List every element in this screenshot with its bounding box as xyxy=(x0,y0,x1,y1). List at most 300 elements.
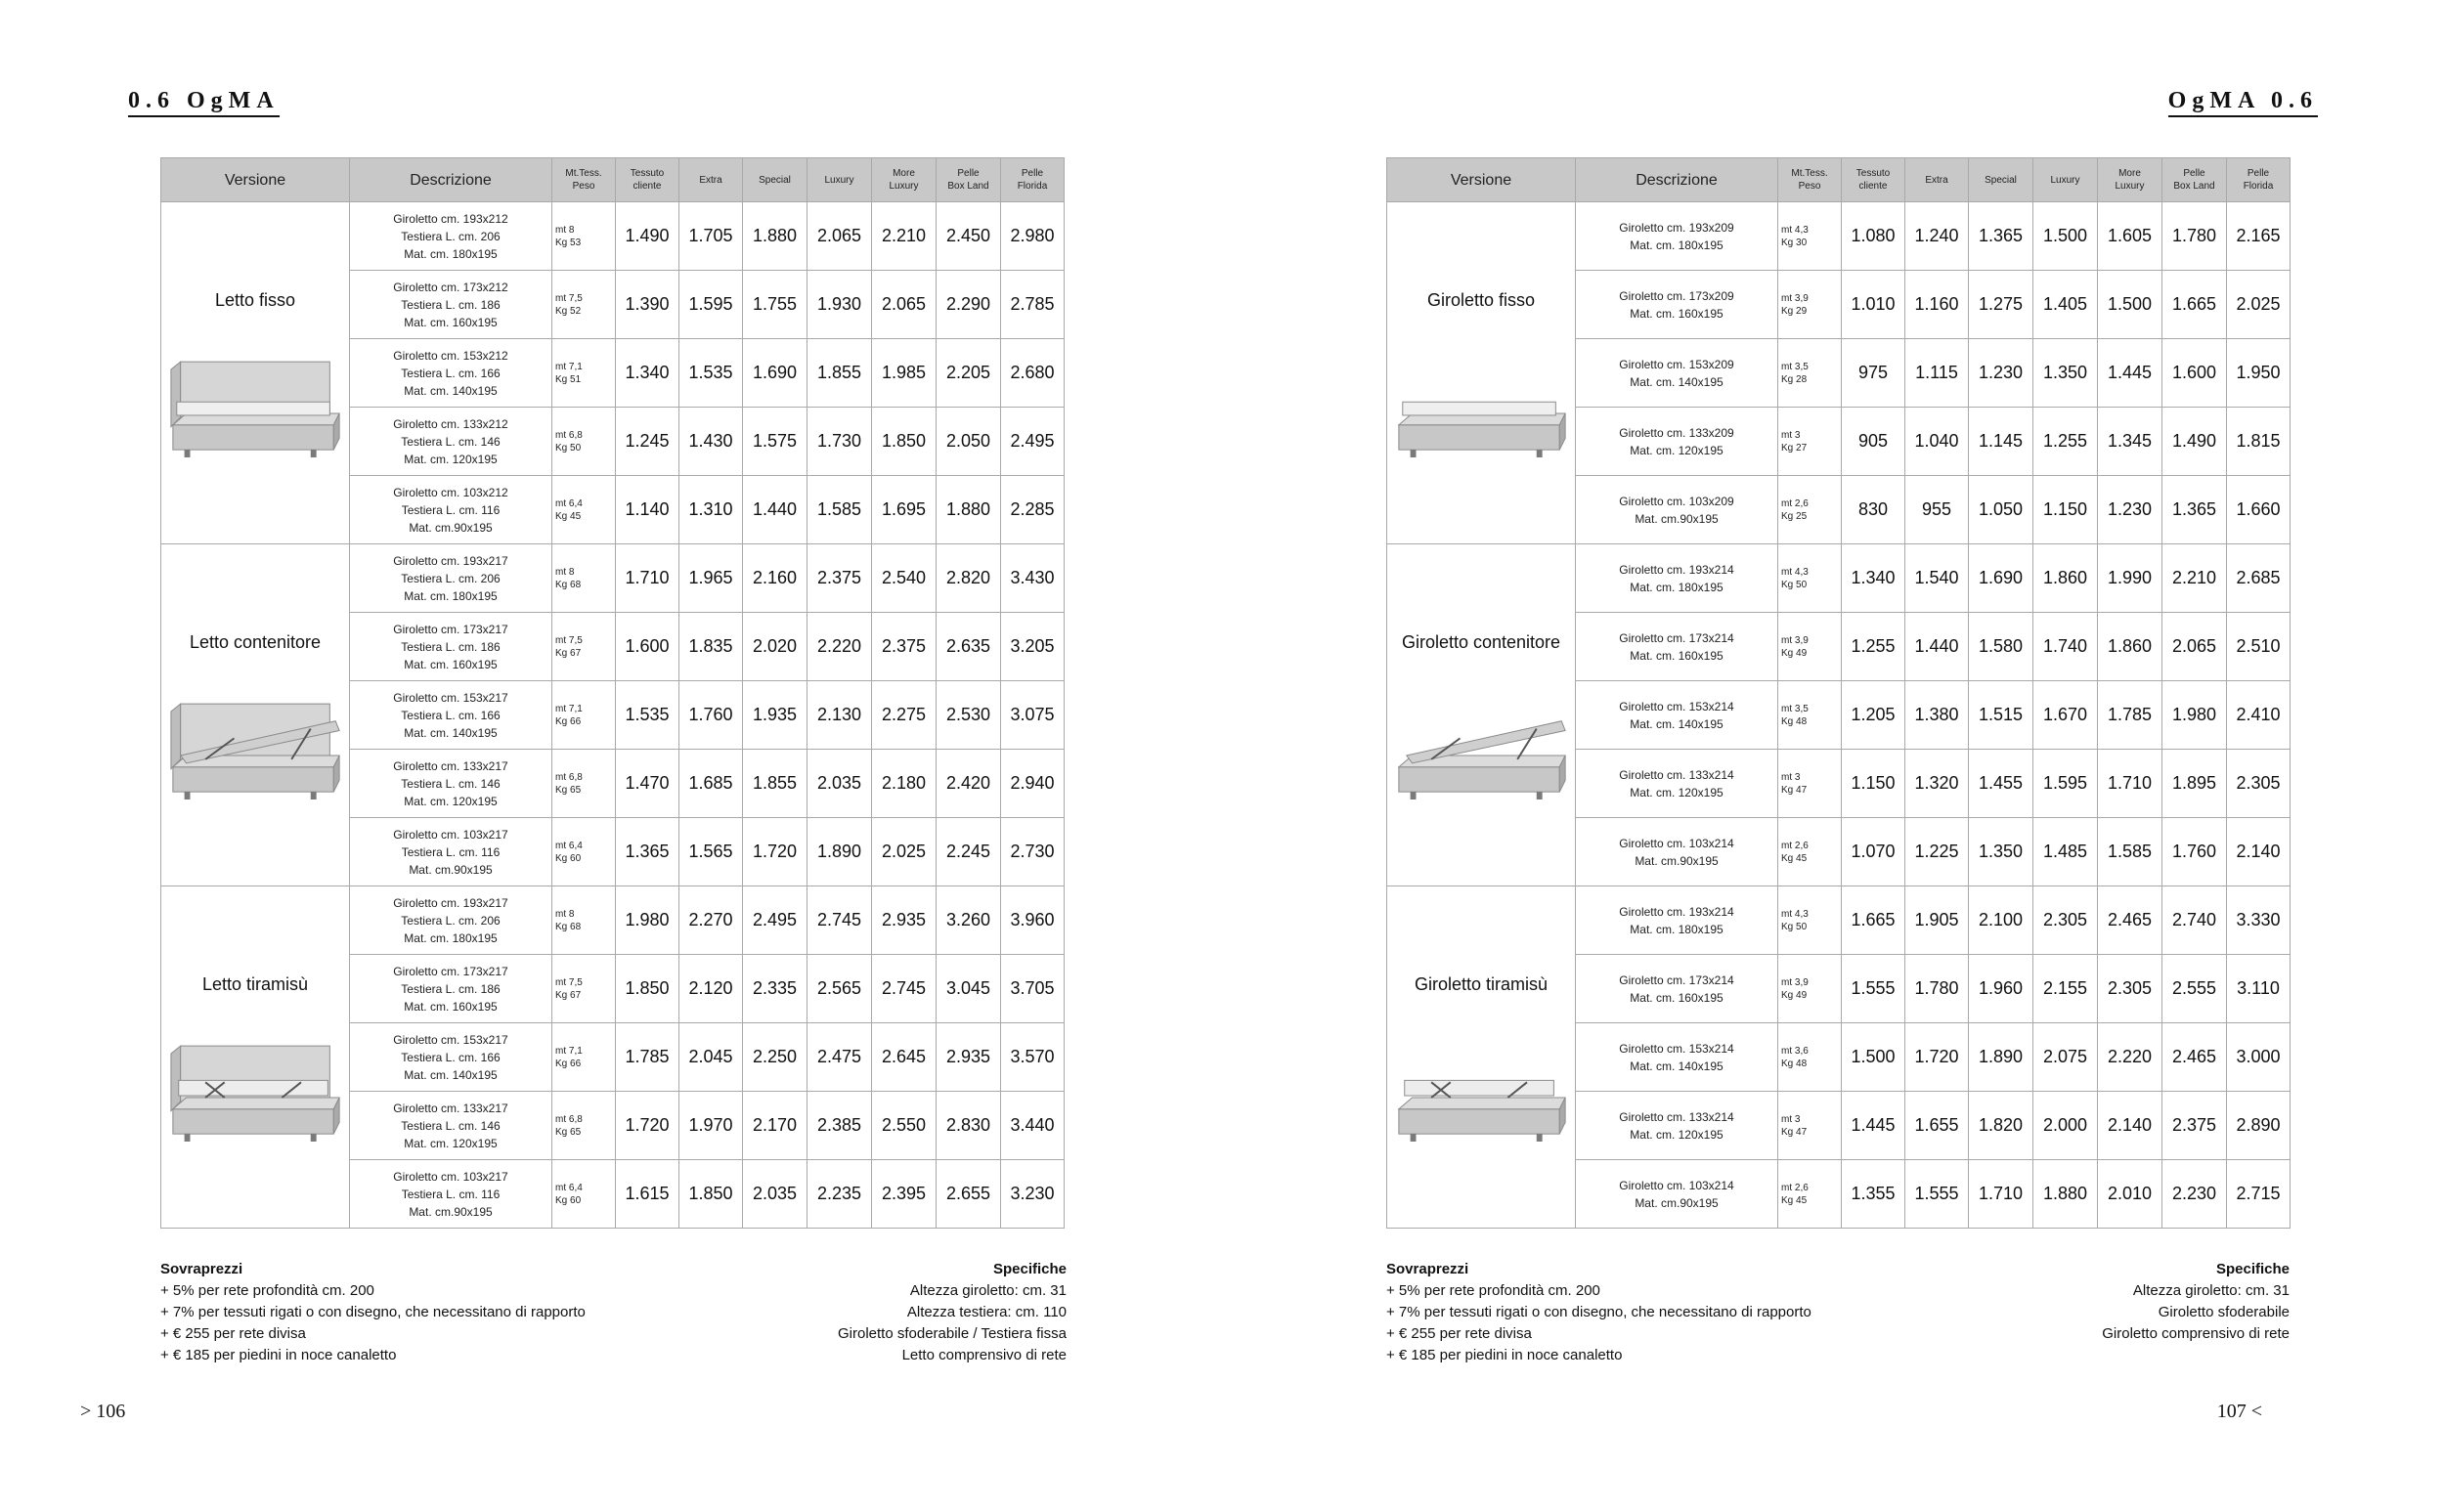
fabric-meters: mt 4,3 xyxy=(1781,908,1809,920)
price-cell: 2.540 xyxy=(872,544,937,613)
weight: Kg 50 xyxy=(1781,579,1808,590)
price-table xyxy=(160,157,1065,1229)
bed-image xyxy=(1393,1043,1571,1150)
price-cell: 2.100 xyxy=(1969,886,2033,955)
description-line: Mat. cm. 160x195 xyxy=(404,315,498,329)
brand-title: 0.6 OgMA xyxy=(128,88,280,117)
header-pelle-florida: Pelle Florida xyxy=(2227,158,2291,202)
price-cell: 1.965 xyxy=(679,544,743,613)
price-cell: 2.335 xyxy=(743,955,807,1023)
price-cell: 1.455 xyxy=(1969,750,2033,818)
description-cell xyxy=(1576,613,1778,681)
price-cell: 2.130 xyxy=(807,681,872,750)
description-line: Mat. cm.90x195 xyxy=(1635,853,1719,868)
description-line: Mat. cm. 180x195 xyxy=(404,588,498,603)
price-cell: 2.220 xyxy=(807,613,872,681)
header-special: Special xyxy=(743,158,807,202)
fabric-meters: mt 7,1 xyxy=(555,361,583,372)
price-cell: 1.660 xyxy=(2227,476,2291,544)
fabric-weight-cell xyxy=(552,544,616,613)
price-cell: 1.355 xyxy=(1842,1160,1905,1229)
right-page xyxy=(1222,0,2444,1512)
description-cell xyxy=(350,955,552,1023)
description-line: Mat. cm.90x195 xyxy=(409,520,493,535)
fabric-meters: mt 8 xyxy=(555,566,575,578)
header-special: Special xyxy=(1969,158,2033,202)
price-cell: 1.890 xyxy=(807,818,872,886)
fabric-weight-cell xyxy=(552,476,616,544)
price-cell: 3.205 xyxy=(1001,613,1065,681)
description-line: Mat. cm. 160x195 xyxy=(404,999,498,1014)
description-line: Mat. cm. 120x195 xyxy=(1630,443,1724,457)
fabric-weight-cell xyxy=(552,955,616,1023)
fabric-weight-cell xyxy=(552,1023,616,1092)
price-cell: 1.070 xyxy=(1842,818,1905,886)
weight: Kg 48 xyxy=(1781,1058,1808,1069)
price-cell: 1.080 xyxy=(1842,202,1905,271)
description-line: Giroletto cm. 153x217 xyxy=(393,1032,508,1047)
weight: Kg 68 xyxy=(555,579,582,590)
price-cell: 2.010 xyxy=(2098,1160,2162,1229)
description-cell xyxy=(350,750,552,818)
version-cell xyxy=(161,544,350,886)
weight: Kg 45 xyxy=(1781,1194,1808,1206)
price-cell: 2.745 xyxy=(807,886,872,955)
price-cell: 1.710 xyxy=(2098,750,2162,818)
price-cell: 2.685 xyxy=(2227,544,2291,613)
price-cell: 1.585 xyxy=(807,476,872,544)
description-line: Giroletto cm. 153x214 xyxy=(1619,699,1734,713)
description-line: Mat. cm. 180x195 xyxy=(404,930,498,945)
weight: Kg 68 xyxy=(555,921,582,932)
surcharge-line: + € 185 per piedini in noce canaletto xyxy=(1386,1347,1623,1363)
fabric-weight-cell xyxy=(552,1160,616,1229)
price-cell: 1.140 xyxy=(616,476,679,544)
description-cell xyxy=(350,202,552,271)
weight: Kg 66 xyxy=(555,715,582,727)
description-cell xyxy=(1576,750,1778,818)
description-cell xyxy=(1576,271,1778,339)
description-cell xyxy=(1576,339,1778,408)
price-cell: 1.760 xyxy=(679,681,743,750)
price-cell: 1.040 xyxy=(1905,408,1969,476)
fabric-meters: mt 2,6 xyxy=(1781,1182,1809,1193)
price-cell: 1.580 xyxy=(1969,613,2033,681)
description-line: Mat. cm. 160x195 xyxy=(1630,306,1724,321)
header-versione: Versione xyxy=(1387,158,1576,202)
description-line: Giroletto cm. 193x212 xyxy=(393,211,508,226)
price-cell: 2.745 xyxy=(872,955,937,1023)
spec-line: Altezza giroletto: cm. 31 xyxy=(909,1282,1067,1299)
description-line: Giroletto cm. 103x209 xyxy=(1619,494,1734,508)
price-cell: 2.740 xyxy=(2162,886,2227,955)
fabric-weight-cell xyxy=(1778,271,1842,339)
version-cell xyxy=(1387,202,1576,544)
description-cell xyxy=(1576,1023,1778,1092)
description-line: Mat. cm. 180x195 xyxy=(1630,922,1724,936)
price-cell: 3.075 xyxy=(1001,681,1065,750)
price-cell: 1.535 xyxy=(679,339,743,408)
price-cell: 3.430 xyxy=(1001,544,1065,613)
description-line: Giroletto cm. 153x214 xyxy=(1619,1041,1734,1056)
price-cell: 1.445 xyxy=(2098,339,2162,408)
fabric-meters: mt 6,8 xyxy=(555,1113,583,1125)
price-cell: 1.740 xyxy=(2033,613,2098,681)
header-luxury: Luxury xyxy=(807,158,872,202)
price-cell: 1.710 xyxy=(616,544,679,613)
description-cell xyxy=(350,613,552,681)
price-cell: 2.395 xyxy=(872,1160,937,1229)
spec-line: Giroletto sfoderabile xyxy=(2158,1304,2290,1320)
fabric-meters: mt 3,9 xyxy=(1781,976,1809,988)
price-cell: 2.270 xyxy=(679,886,743,955)
price-cell: 975 xyxy=(1842,339,1905,408)
description-cell xyxy=(1576,476,1778,544)
price-cell: 3.440 xyxy=(1001,1092,1065,1160)
fabric-meters: mt 3,9 xyxy=(1781,292,1809,304)
price-cell: 1.970 xyxy=(679,1092,743,1160)
price-cell: 1.390 xyxy=(616,271,679,339)
price-cell: 2.680 xyxy=(1001,339,1065,408)
fabric-weight-cell xyxy=(1778,408,1842,476)
price-cell: 1.985 xyxy=(872,339,937,408)
price-cell: 1.755 xyxy=(743,271,807,339)
price-cell: 1.690 xyxy=(743,339,807,408)
price-cell: 1.310 xyxy=(679,476,743,544)
weight: Kg 27 xyxy=(1781,442,1808,454)
header-more-luxury: More Luxury xyxy=(2098,158,2162,202)
price-cell: 1.930 xyxy=(807,271,872,339)
description-line: Giroletto cm. 133x214 xyxy=(1619,767,1734,782)
price-cell: 1.960 xyxy=(1969,955,2033,1023)
price-cell: 2.035 xyxy=(743,1160,807,1229)
description-line: Giroletto cm. 103x212 xyxy=(393,485,508,499)
description-line: Giroletto cm. 173x214 xyxy=(1619,972,1734,987)
description-line: Giroletto cm. 193x217 xyxy=(393,895,508,910)
description-cell xyxy=(1576,202,1778,271)
price-cell: 1.720 xyxy=(1905,1023,1969,1092)
surcharge-line: + 5% per rete profondità cm. 200 xyxy=(160,1282,374,1299)
description-line: Giroletto cm. 133x217 xyxy=(393,1101,508,1115)
fabric-meters: mt 6,8 xyxy=(555,771,583,783)
weight: Kg 25 xyxy=(1781,510,1808,522)
bed-frame-lift-icon xyxy=(1393,1043,1571,1150)
fabric-meters: mt 2,6 xyxy=(1781,840,1809,851)
price-cell: 1.490 xyxy=(616,202,679,271)
description-line: Testiera L. cm. 186 xyxy=(401,639,501,654)
price-cell: 1.595 xyxy=(2033,750,2098,818)
price-cell: 1.500 xyxy=(2098,271,2162,339)
version-name: Giroletto contenitore xyxy=(1401,632,1561,652)
weight: Kg 47 xyxy=(1781,784,1808,796)
header-versione: Versione xyxy=(161,158,350,202)
weight: Kg 52 xyxy=(555,305,582,317)
fabric-weight-cell xyxy=(1778,1092,1842,1160)
price-cell: 1.350 xyxy=(2033,339,2098,408)
price-cell: 2.305 xyxy=(2033,886,2098,955)
price-cell: 1.815 xyxy=(2227,408,2291,476)
price-cell: 2.420 xyxy=(937,750,1001,818)
description-line: Mat. cm.90x195 xyxy=(1635,1195,1719,1210)
description-line: Mat. cm. 120x195 xyxy=(1630,1127,1724,1142)
price-cell: 2.235 xyxy=(807,1160,872,1229)
description-line: Giroletto cm. 153x212 xyxy=(393,348,508,363)
price-cell: 3.570 xyxy=(1001,1023,1065,1092)
fabric-meters: mt 4,3 xyxy=(1781,566,1809,578)
price-cell: 1.350 xyxy=(1969,818,2033,886)
price-cell: 1.205 xyxy=(1842,681,1905,750)
price-cell: 1.575 xyxy=(743,408,807,476)
description-line: Testiera L. cm. 116 xyxy=(401,1187,501,1201)
header-descrizione: Descrizione xyxy=(350,158,552,202)
description-line: Mat. cm. 180x195 xyxy=(404,246,498,261)
price-cell: 2.465 xyxy=(2162,1023,2227,1092)
price-cell: 1.820 xyxy=(1969,1092,2033,1160)
price-cell: 2.155 xyxy=(2033,955,2098,1023)
price-cell: 2.635 xyxy=(937,613,1001,681)
price-cell: 1.500 xyxy=(1842,1023,1905,1092)
price-cell: 1.595 xyxy=(679,271,743,339)
description-line: Giroletto cm. 103x217 xyxy=(393,1169,508,1184)
description-line: Giroletto cm. 133x214 xyxy=(1619,1109,1734,1124)
description-line: Giroletto cm. 103x214 xyxy=(1619,836,1734,850)
price-cell: 1.730 xyxy=(807,408,872,476)
price-cell: 2.375 xyxy=(807,544,872,613)
version-name: Letto fisso xyxy=(214,290,296,310)
fabric-meters: mt 8 xyxy=(555,908,575,920)
fabric-weight-cell xyxy=(1778,955,1842,1023)
price-cell: 1.905 xyxy=(1905,886,1969,955)
table-row xyxy=(1387,544,2291,613)
fabric-weight-cell xyxy=(552,681,616,750)
fabric-meters: mt 3,6 xyxy=(1781,1045,1809,1057)
price-cell: 1.600 xyxy=(2162,339,2227,408)
weight: Kg 50 xyxy=(555,442,582,454)
description-line: Mat. cm. 120x195 xyxy=(404,1136,498,1150)
price-cell: 1.430 xyxy=(679,408,743,476)
price-cell: 2.020 xyxy=(743,613,807,681)
weight: Kg 60 xyxy=(555,852,582,864)
description-line: Giroletto cm. 133x209 xyxy=(1619,425,1734,440)
version-name: Giroletto tiramisù xyxy=(1414,974,1549,994)
price-cell: 2.375 xyxy=(2162,1092,2227,1160)
fabric-meters: mt 6,4 xyxy=(555,497,583,509)
spec-line: Letto comprensivo di rete xyxy=(901,1347,1067,1363)
description-line: Mat. cm.90x195 xyxy=(409,1204,493,1219)
spec-line: Altezza testiera: cm. 110 xyxy=(906,1304,1067,1320)
price-cell: 1.615 xyxy=(616,1160,679,1229)
price-cell: 1.405 xyxy=(2033,271,2098,339)
price-cell: 2.645 xyxy=(872,1023,937,1092)
description-line: Giroletto cm. 133x217 xyxy=(393,758,508,773)
description-line: Mat. cm.90x195 xyxy=(409,862,493,877)
price-cell: 2.170 xyxy=(743,1092,807,1160)
description-line: Mat. cm. 140x195 xyxy=(1630,716,1724,731)
price-cell: 2.035 xyxy=(807,750,872,818)
description-line: Mat. cm. 160x195 xyxy=(404,657,498,671)
description-line: Giroletto cm. 173x214 xyxy=(1619,630,1734,645)
price-cell: 2.250 xyxy=(743,1023,807,1092)
price-cell: 830 xyxy=(1842,476,1905,544)
bed-image xyxy=(167,1043,345,1150)
price-cell: 1.255 xyxy=(2033,408,2098,476)
brand-title: OgMA 0.6 xyxy=(2168,88,2318,117)
description-cell xyxy=(1576,818,1778,886)
price-cell: 1.710 xyxy=(1969,1160,2033,1229)
price-cell: 2.655 xyxy=(937,1160,1001,1229)
description-cell xyxy=(350,271,552,339)
description-cell xyxy=(1576,681,1778,750)
price-cell: 1.860 xyxy=(2033,544,2098,613)
price-cell: 1.440 xyxy=(743,476,807,544)
price-cell: 1.500 xyxy=(2033,202,2098,271)
description-line: Mat. cm. 160x195 xyxy=(1630,990,1724,1005)
fabric-meters: mt 2,6 xyxy=(1781,497,1809,509)
price-cell: 1.485 xyxy=(2033,818,2098,886)
price-cell: 2.465 xyxy=(2098,886,2162,955)
description-line: Giroletto cm. 153x209 xyxy=(1619,357,1734,371)
fabric-weight-cell xyxy=(1778,476,1842,544)
weight: Kg 67 xyxy=(555,989,582,1001)
price-cell: 2.530 xyxy=(937,681,1001,750)
description-cell xyxy=(350,886,552,955)
price-cell: 2.230 xyxy=(2162,1160,2227,1229)
price-cell: 1.695 xyxy=(872,476,937,544)
version-name: Letto tiramisù xyxy=(201,974,309,994)
surcharges xyxy=(1386,1259,1811,1366)
fabric-meters: mt 6,8 xyxy=(555,429,583,441)
description-line: Mat. cm. 160x195 xyxy=(1630,648,1724,663)
price-cell: 2.495 xyxy=(1001,408,1065,476)
header-tessuto-cliente: Tessuto cliente xyxy=(616,158,679,202)
price-cell: 1.835 xyxy=(679,613,743,681)
price-cell: 2.935 xyxy=(872,886,937,955)
description-line: Mat. cm. 120x195 xyxy=(404,452,498,466)
fabric-meters: mt 4,3 xyxy=(1781,224,1809,236)
price-cell: 2.120 xyxy=(679,955,743,1023)
weight: Kg 50 xyxy=(1781,921,1808,932)
description-cell xyxy=(1576,544,1778,613)
surcharges-title: Sovraprezzi xyxy=(160,1261,243,1277)
price-cell: 2.285 xyxy=(1001,476,1065,544)
table-row xyxy=(161,886,1065,955)
weight: Kg 65 xyxy=(555,1126,582,1138)
fabric-meters: mt 3,9 xyxy=(1781,634,1809,646)
price-cell: 3.960 xyxy=(1001,886,1065,955)
price-cell: 1.150 xyxy=(1842,750,1905,818)
description-cell xyxy=(350,339,552,408)
price-cell: 2.065 xyxy=(807,202,872,271)
bed-storage-icon xyxy=(167,701,345,808)
price-cell: 2.050 xyxy=(937,408,1001,476)
price-cell: 1.345 xyxy=(2098,408,2162,476)
description-line: Testiera L. cm. 186 xyxy=(401,297,501,312)
fabric-weight-cell xyxy=(1778,339,1842,408)
surcharges xyxy=(160,1259,586,1366)
header-pelle-florida: Pelle Florida xyxy=(1001,158,1065,202)
price-cell: 1.655 xyxy=(1905,1092,1969,1160)
page-number: 107 < xyxy=(2216,1401,2262,1422)
price-cell: 2.000 xyxy=(2033,1092,2098,1160)
fabric-weight-cell xyxy=(1778,1023,1842,1092)
price-cell: 3.045 xyxy=(937,955,1001,1023)
bed-lift-icon xyxy=(167,1043,345,1150)
fabric-weight-cell xyxy=(552,750,616,818)
price-cell: 1.720 xyxy=(743,818,807,886)
header-descrizione: Descrizione xyxy=(1576,158,1778,202)
price-cell: 2.385 xyxy=(807,1092,872,1160)
description-cell xyxy=(1576,886,1778,955)
surcharge-line: + € 255 per rete divisa xyxy=(1386,1325,1532,1342)
weight: Kg 66 xyxy=(555,1058,582,1069)
fabric-meters: mt 3 xyxy=(1781,1113,1801,1125)
price-cell: 1.275 xyxy=(1969,271,2033,339)
price-cell: 3.330 xyxy=(2227,886,2291,955)
price-cell: 2.935 xyxy=(937,1023,1001,1092)
price-cell: 1.760 xyxy=(2162,818,2227,886)
page-number: > 106 xyxy=(80,1401,126,1422)
description-line: Giroletto cm. 173x212 xyxy=(393,280,508,294)
weight: Kg 53 xyxy=(555,237,582,248)
description-line: Testiera L. cm. 116 xyxy=(401,502,501,517)
price-cell: 1.225 xyxy=(1905,818,1969,886)
price-cell: 1.445 xyxy=(1842,1092,1905,1160)
price-cell: 2.305 xyxy=(2227,750,2291,818)
description-cell xyxy=(1576,1160,1778,1229)
price-cell: 2.890 xyxy=(2227,1092,2291,1160)
specifications xyxy=(2102,1259,2290,1345)
weight: Kg 29 xyxy=(1781,305,1808,317)
description-line: Testiera L. cm. 206 xyxy=(401,571,501,585)
price-cell: 2.140 xyxy=(2227,818,2291,886)
description-cell xyxy=(350,1160,552,1229)
price-cell: 1.340 xyxy=(1842,544,1905,613)
price-cell: 2.830 xyxy=(937,1092,1001,1160)
price-cell: 2.510 xyxy=(2227,613,2291,681)
description-cell xyxy=(350,408,552,476)
price-cell: 2.210 xyxy=(872,202,937,271)
surcharges-title: Sovraprezzi xyxy=(1386,1261,1469,1277)
description-line: Giroletto cm. 173x217 xyxy=(393,622,508,636)
price-cell: 2.565 xyxy=(807,955,872,1023)
description-line: Mat. cm. 120x195 xyxy=(404,794,498,808)
description-cell xyxy=(350,818,552,886)
description-line: Giroletto cm. 153x217 xyxy=(393,690,508,705)
bed-frame-storage-icon xyxy=(1393,701,1571,808)
price-cell: 2.045 xyxy=(679,1023,743,1092)
price-cell: 2.205 xyxy=(937,339,1001,408)
weight: Kg 45 xyxy=(1781,852,1808,864)
bed-fixed-icon xyxy=(167,359,345,466)
price-cell: 2.375 xyxy=(872,613,937,681)
price-cell: 1.565 xyxy=(679,818,743,886)
price-cell: 2.715 xyxy=(2227,1160,2291,1229)
fabric-meters: mt 3 xyxy=(1781,429,1801,441)
version-name: Giroletto fisso xyxy=(1426,290,1536,310)
price-cell: 1.785 xyxy=(616,1023,679,1092)
price-cell: 1.785 xyxy=(2098,681,2162,750)
price-cell: 2.450 xyxy=(937,202,1001,271)
price-cell: 1.855 xyxy=(807,339,872,408)
weight: Kg 60 xyxy=(555,1194,582,1206)
description-line: Testiera L. cm. 186 xyxy=(401,981,501,996)
fabric-meters: mt 6,4 xyxy=(555,1182,583,1193)
weight: Kg 49 xyxy=(1781,989,1808,1001)
price-cell: 1.585 xyxy=(2098,818,2162,886)
price-cell: 1.555 xyxy=(1905,1160,1969,1229)
price-table xyxy=(1386,157,2291,1229)
price-cell: 2.165 xyxy=(2227,202,2291,271)
